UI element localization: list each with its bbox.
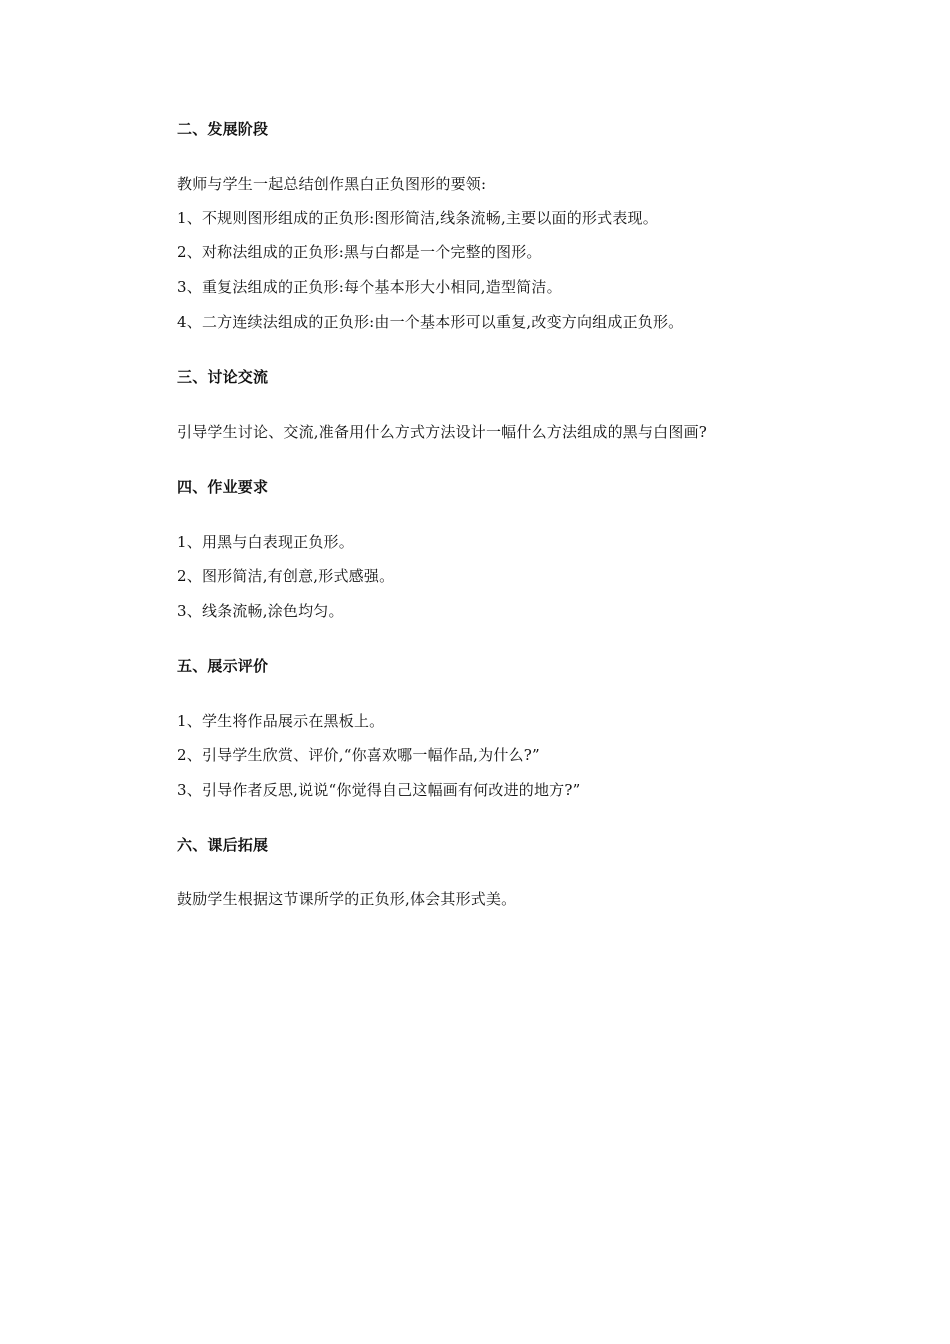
- list-item: 2、图形简洁,有创意,形式感强。: [177, 567, 395, 585]
- paragraph: 引导学生讨论、交流,准备用什么方式方法设计一幅什么方法组成的黑与白图画?: [177, 423, 708, 441]
- list-item: 3、线条流畅,涂色均匀。: [177, 602, 344, 620]
- list-item: 3、重复法组成的正负形:每个基本形大小相同,造型简洁。: [177, 278, 562, 296]
- section-heading: 二、发展阶段: [177, 120, 269, 138]
- list-item: 2、对称法组成的正负形:黑与白都是一个完整的图形。: [177, 243, 542, 261]
- list-item: 1、用黑与白表现正负形。: [177, 533, 354, 551]
- section-heading: 三、讨论交流: [177, 368, 269, 386]
- list-item: 1、不规则图形组成的正负形:图形简洁,线条流畅,主要以面的形式表现。: [177, 209, 658, 227]
- section-heading: 五、展示评价: [177, 657, 269, 675]
- list-item: 4、二方连续法组成的正负形:由一个基本形可以重复,改变方向组成正负形。: [177, 313, 684, 331]
- paragraph: 鼓励学生根据这节课所学的正负形,体会其形式美。: [177, 890, 517, 908]
- list-item: 3、引导作者反思,说说“你觉得自己这幅画有何改进的地方?”: [177, 781, 581, 799]
- list-item: 2、引导学生欣赏、评价,“你喜欢哪一幅作品,为什么?”: [177, 746, 540, 764]
- paragraph: 教师与学生一起总结创作黑白正负图形的要领:: [177, 175, 487, 193]
- section-heading: 四、作业要求: [177, 478, 269, 496]
- section-heading: 六、课后拓展: [177, 836, 269, 854]
- list-item: 1、学生将作品展示在黑板上。: [177, 712, 385, 730]
